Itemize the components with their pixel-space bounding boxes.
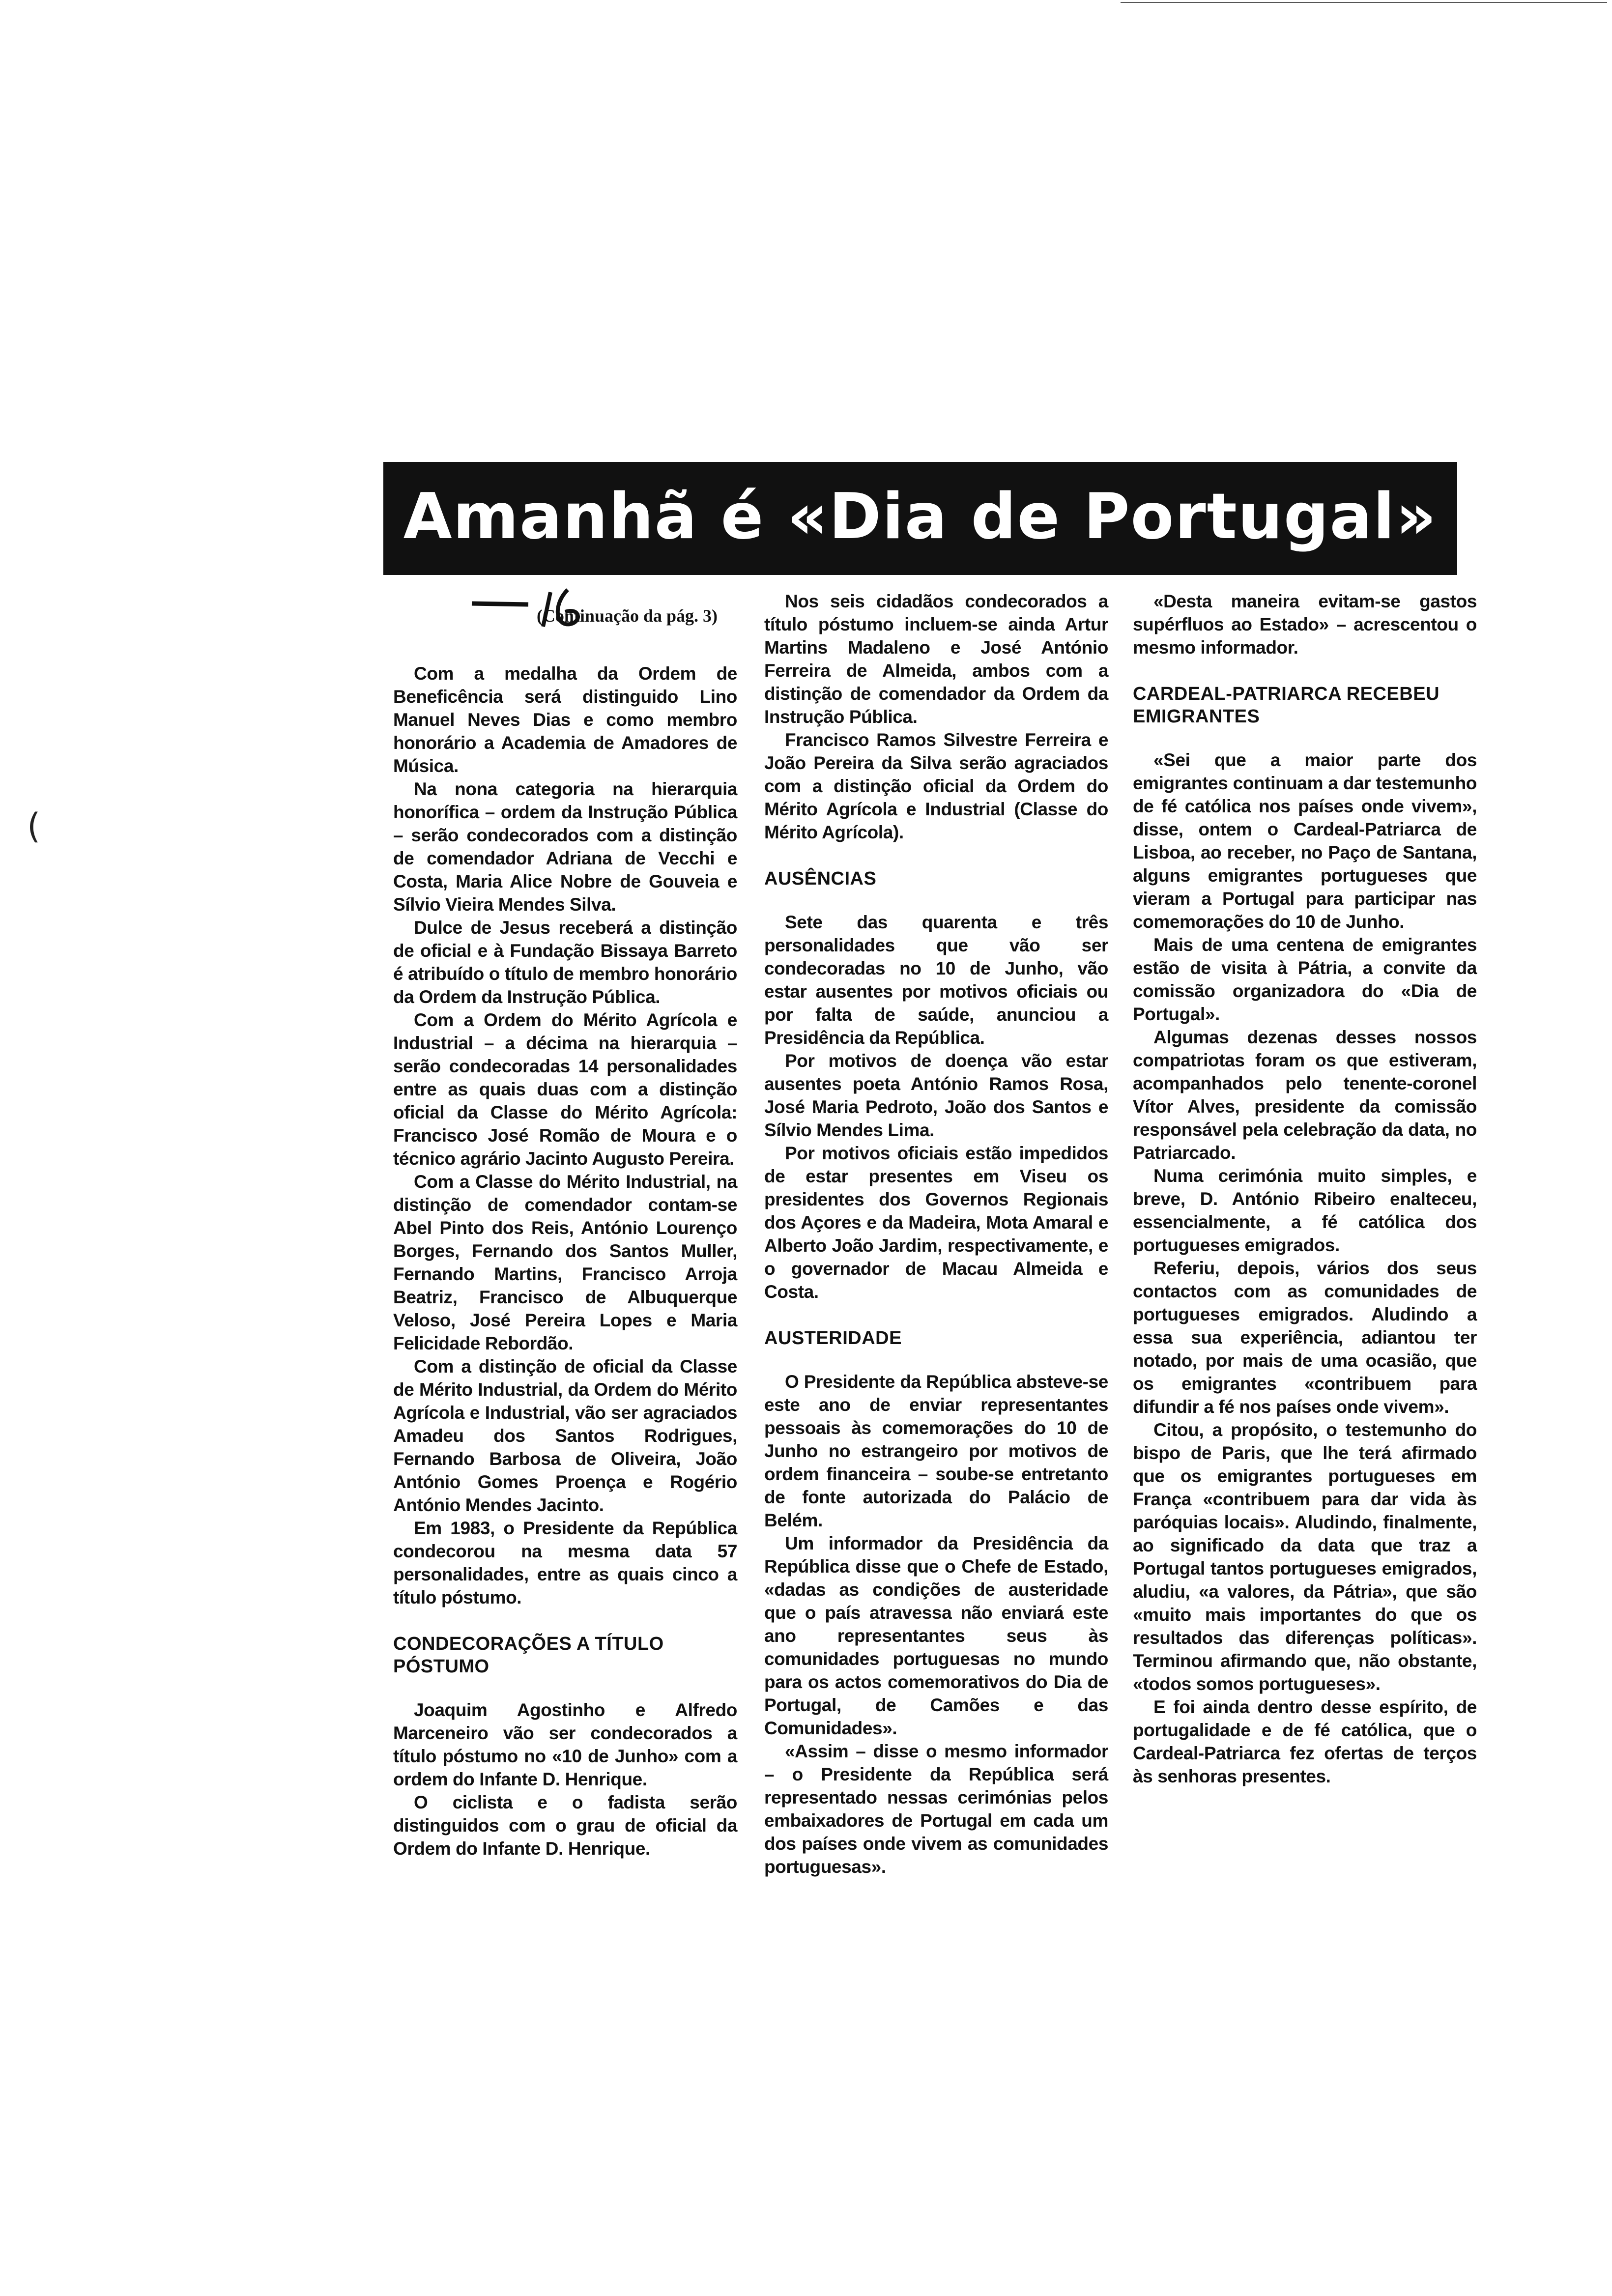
paragraph: Na nona categoria na hierarquia honorífica – ordem da Instrução Pública – serão condecorados com a distinção de comendador Adriana de Vecchi e Costa, Maria Alice Nobre de Gouveia e Sílvio Vieira Mendes Silva.: [393, 779, 737, 915]
paragraph: Com a Ordem do Mérito Agrícola e Industrial – a décima na hierarquia – serão condecoradas 14 personalidades entre as quais duas com a distinção oficial da Classe do Mérito Agrícola: Francisco José Romão de Moura e o técnico agrário Jacinto Augusto Pereira.: [393, 1010, 737, 1169]
paragraph: «Assim – disse o mesmo informador – o Presidente da República será representado nessas cerimónias pelos embaixadores de Portugal em cada um dos países onde vivem as comunidades portuguesas».: [764, 1741, 1108, 1877]
paragraph: O Presidente da República absteve-se este ano de enviar representantes pessoais às comemorações do 10 de Junho no estrangeiro por motivos de ordem financeira – soube-se entretanto de fonte autorizada do Palácio de Belém.: [764, 1372, 1108, 1530]
article-column-3: [1133, 590, 1477, 1788]
paragraph: Por motivos oficiais estão impedidos de estar presentes em Viseu os presidentes dos Governos Regionais dos Açores e da Madeira, Mota Amaral e Alberto João Jardim, respectivamente, e o governador de Macau Almeida e Costa.: [764, 1143, 1108, 1302]
headline-banner: [383, 462, 1457, 575]
paragraph: Com a medalha da Ordem de Beneficência será distinguido Lino Manuel Neves Dias e como membro honorário a Academia de Amadores de Música.: [393, 663, 737, 776]
paragraph: Com a distinção de oficial da Classe de Mérito Industrial, da Ordem do Mérito Agrícola e Industrial, vão ser agraciados Amadeu dos Santos Rodrigues, Fernando Barbosa de Oliveira, João António Gomes Proença e Rogério António Mendes Jacinto.: [393, 1356, 737, 1515]
continuation-note: [393, 604, 737, 628]
handwritten-scribble: [469, 585, 597, 634]
paragraph: Sete das quarenta e três personalidades que vão ser condecoradas no 10 de Junho, vão estar ausentes por motivos oficiais ou por falta de saúde, anunciou a Presidência da República.: [764, 912, 1108, 1048]
paragraph: «Sei que a maior parte dos emigrantes continuam a dar testemunho de fé católica nos países onde vivem», disse, ontem o Cardeal-Patriarca de Lisboa, ao receber, no Paço de Santana, alguns emigrantes portugueses que vieram a Portugal para participar nas comemorações do 10 de Junho.: [1133, 750, 1477, 932]
continuation-text: (Continuação da pág. 3): [536, 606, 718, 626]
scan-mark: (: [27, 806, 41, 846]
paragraph: Joaquim Agostinho e Alfredo Marceneiro vão ser condecorados a título póstumo no «10 de Junho» com a ordem do Infante D. Henrique.: [393, 1700, 737, 1789]
paragraph: Em 1983, o Presidente da República condecorou na mesma data 57 personalidades, entre as quais cinco a título póstumo.: [393, 1518, 737, 1607]
article-column-1: [393, 590, 737, 1860]
paragraph: Mais de uma centena de emigrantes estão de visita à Pátria, a convite da comissão organizadora do «Dia de Portugal».: [1133, 935, 1477, 1024]
paragraph: O ciclista e o fadista serão distinguidos com o grau de oficial da Ordem do Infante D. Henrique.: [393, 1792, 737, 1859]
section-heading: AUSTERIDADE: [764, 1328, 902, 1349]
paragraph: Nos seis cidadãos condecorados a título póstumo incluem-se ainda Artur Martins Madaleno e José António Ferreira de Almeida, ambos com a distinção de comendador da Ordem da Instrução Pública.: [764, 591, 1108, 727]
section-heading: AUSÊNCIAS: [764, 868, 877, 889]
paragraph: Um informador da Presidência da República disse que o Chefe de Estado, «dadas as condições de austeridade que o país atravessa não enviará este ano representantes seus às comunidades portuguesas no mundo para os actos comemorativos do Dia de Portugal, de Camões e das Comunidades».: [764, 1533, 1108, 1738]
headline: Amanhã é «Dia de Portugal»: [403, 480, 1438, 553]
section-heading: CARDEAL-PATRIARCA RECEBEU EMIGRANTES: [1133, 684, 1440, 727]
paragraph: Algumas dezenas desses nossos compatriotas foram os que estiveram, acompanhados pelo tenente-coronel Vítor Alves, presidente da comissão responsável pela celebração da data, no Patriarcado.: [1133, 1027, 1477, 1163]
paragraph: Referiu, depois, vários dos seus contactos com as comunidades de portugueses emigrados. Aludindo a essa sua experiência, adiantou ter notado, por mais de uma ocasião, que os emigrantes «contribuem para difundir a fé nos países onde vivem».: [1133, 1258, 1477, 1417]
paragraph: Por motivos de doença vão estar ausentes poeta António Ramos Rosa, José Maria Pedroto, João dos Santos e Sílvio Mendes Lima.: [764, 1051, 1108, 1140]
paragraph: «Desta maneira evitam-se gastos supérfluos ao Estado» – acrescentou o mesmo informador.: [1133, 591, 1477, 658]
paragraph: Citou, a propósito, o testemunho do bispo de Paris, que lhe terá afirmado que os emigrantes portugueses em França «contribuem para dar vida às paróquias locais». Aludindo, finalmente, ao significado da data que traz a Portugal tantos portugueses emigrados, aludiu, «a valores, da Pátria», que são «muito mais importantes do que os resultados das diferenças políticas». Terminou afirmando que, não obstante, «todos somos portugueses».: [1133, 1420, 1477, 1694]
paragraph: Dulce de Jesus receberá a distinção de oficial e à Fundação Bissaya Barreto é atribuído o título de membro honorário da Ordem da Instrução Pública.: [393, 918, 737, 1007]
paragraph: Numa cerimónia muito simples, e breve, D. António Ribeiro enalteceu, essencialmente, a fé católica dos portugueses emigrados.: [1133, 1166, 1477, 1255]
article-column-2: [764, 590, 1108, 1878]
section-heading: CONDECORAÇÕES A TÍTULO PÓSTUMO: [393, 1634, 664, 1677]
scan-edge-line: [1121, 2, 1607, 3]
paragraph: Com a Classe do Mérito Industrial, na distinção de comendador contam-se Abel Pinto dos Reis, António Lourenço Borges, Fernando dos Santos Muller, Fernando Martins, Francisco Arroja Beatriz, Francisco de Albuquerque Veloso, José Pereira Lopes e Maria Felicidade Rebordão.: [393, 1172, 737, 1353]
paragraph: E foi ainda dentro desse espírito, de portugalidade e de fé católica, que o Cardeal-Patriarca fez ofertas de terços às senhoras presentes.: [1133, 1697, 1477, 1786]
paragraph: Francisco Ramos Silvestre Ferreira e João Pereira da Silva serão agraciados com a distinção oficial da Ordem do Mérito Agrícola e Industrial (Classe do Mérito Agrícola).: [764, 730, 1108, 842]
